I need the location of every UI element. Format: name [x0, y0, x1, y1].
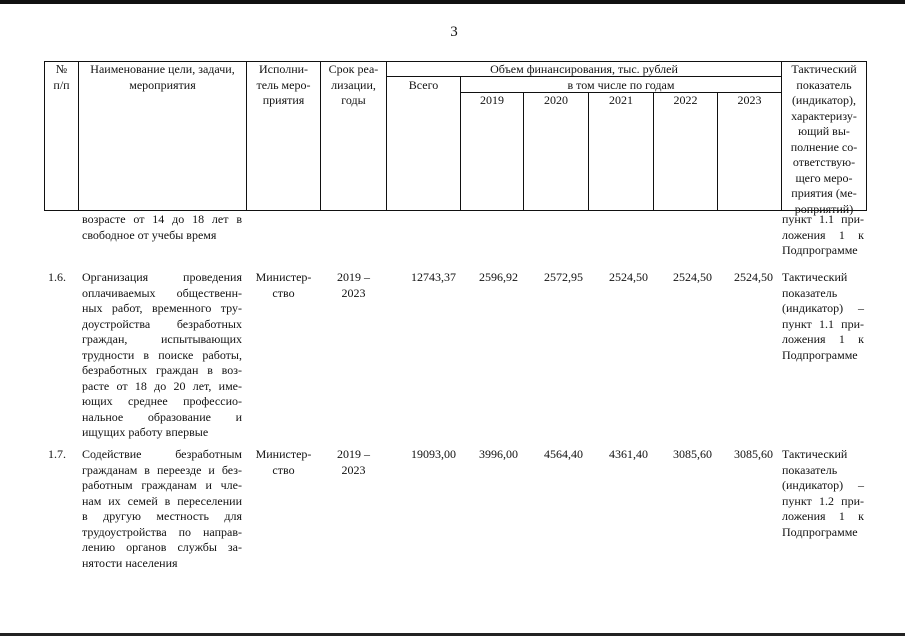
text-line: (индикатор) – — [782, 301, 864, 315]
text-line: трудоустройства по направ- — [82, 524, 242, 539]
row-value-2023: 2524,50 — [734, 270, 773, 284]
text-line: оплачиваемых общественн- — [82, 285, 242, 300]
header-year-2021: 2021 — [609, 93, 633, 107]
text-line: трудности в поиске работы, — [82, 347, 242, 362]
text-line: граждан, испытывающих — [82, 332, 242, 346]
row-name — [82, 270, 242, 441]
continuation-indicator — [782, 212, 864, 259]
text-line: пункт 1.2 при- — [782, 493, 864, 508]
header-line: тель меро- — [256, 77, 311, 92]
header-line: п/п — [53, 77, 70, 92]
row-value-2020: 2572,95 — [544, 270, 583, 284]
text-line: лению органов службы за- — [82, 540, 242, 554]
header-line: ответствую- — [792, 155, 856, 169]
header-executor — [247, 62, 320, 109]
row-value-2023: 3085,60 — [734, 447, 773, 461]
row-total: 12743,37 — [411, 270, 456, 284]
text-line: Организация проведения — [82, 270, 242, 284]
col-border — [588, 92, 589, 211]
text-line: Подпрограмме — [782, 524, 858, 539]
text-line: 2019 – — [337, 270, 370, 284]
text-line: нальное образование и — [82, 409, 242, 424]
header-line: приятия — [262, 93, 305, 107]
header-name — [79, 62, 246, 93]
row-value-2019: 3996,00 — [479, 447, 518, 461]
header-line: Наименование цели, задачи, — [90, 62, 235, 76]
text-line: показатель — [782, 285, 838, 300]
row-term — [321, 270, 386, 301]
row-indicator — [782, 270, 864, 363]
header-line: ющий вы- — [798, 124, 850, 138]
text-line: ющих среднее профессио- — [82, 394, 242, 408]
row-number: 1.7. — [48, 447, 66, 461]
continuation-name — [82, 212, 242, 243]
header-line: лизации, — [331, 77, 376, 92]
row-number: 1.6. — [48, 270, 66, 284]
row-executor — [247, 447, 320, 478]
col-border — [653, 92, 654, 211]
header-funding-title: Объем финансирования, тыс. рублей — [490, 62, 678, 76]
header-line: № — [55, 62, 68, 76]
header-year-2023: 2023 — [737, 93, 762, 107]
text-line: безработных граждан в воз- — [82, 363, 242, 377]
header-year-2019: 2019 — [480, 93, 504, 107]
row-value-2022: 3085,60 — [673, 447, 712, 461]
text-line: нятости населения — [82, 555, 178, 570]
text-line: ложения 1 к — [782, 332, 864, 346]
text-line: пункт 1.1 при- — [782, 212, 864, 226]
text-line: работным гражданам и чле- — [82, 478, 242, 492]
header-line: показатель — [796, 77, 852, 92]
header-line: щего меро- — [795, 170, 853, 185]
row-term — [321, 447, 386, 478]
row-value-2021: 4361,40 — [609, 447, 648, 461]
text-line: пункт 1.1 при- — [782, 316, 864, 331]
row-value-2019: 2596,92 — [479, 270, 518, 284]
header-bottom-border — [44, 210, 867, 211]
text-line: 2023 — [341, 462, 366, 477]
header-line: Тактический — [791, 62, 857, 76]
header-number — [45, 62, 78, 93]
text-line: нам их семей в переселении — [82, 493, 242, 508]
text-line: ложения 1 к — [782, 509, 864, 523]
text-line: в другую местность для — [82, 509, 242, 523]
text-line: Содействие безработным — [82, 447, 242, 461]
text-line: Тактический — [782, 270, 848, 284]
col-border — [717, 92, 718, 211]
row-total: 19093,00 — [411, 447, 456, 461]
header-line: Срок реа- — [328, 62, 379, 76]
text-line: 2019 – — [337, 447, 370, 461]
text-line: Подпрограмме — [782, 347, 858, 362]
header-by-years: в том числе по годам — [567, 78, 675, 92]
text-line: ных работ, временного тру- — [82, 301, 242, 315]
header-year-2022: 2022 — [673, 93, 698, 107]
text-line: ство — [272, 462, 295, 477]
text-line: Министер- — [255, 270, 312, 284]
header-term — [321, 62, 386, 109]
header-line: Исполни- — [258, 62, 309, 76]
text-line: Подпрограмме — [782, 243, 858, 257]
header-line: годы — [341, 93, 366, 107]
text-line: ство — [272, 285, 295, 300]
col-border — [866, 61, 867, 211]
text-line: Тактический — [782, 447, 848, 461]
header-line: характеризу- — [791, 108, 857, 123]
text-line: (индикатор) – — [782, 478, 864, 492]
row-value-2021: 2524,50 — [609, 270, 648, 284]
col-border — [523, 92, 524, 211]
text-line: ищущих работу впервые — [82, 425, 209, 439]
text-line: показатель — [782, 462, 838, 477]
text-line: свободное от учебы время — [82, 227, 217, 242]
text-line: доустройства безработных — [82, 316, 242, 331]
text-line: Министер- — [255, 447, 312, 461]
page-bottom-border — [0, 633, 905, 636]
header-line: (индикатор), — [791, 93, 857, 107]
header-line: роприятий) — [794, 201, 854, 216]
text-line: возрасте от 14 до 18 лет в — [82, 212, 242, 226]
row-value-2020: 4564,40 — [544, 447, 583, 461]
text-line: 2023 — [341, 285, 366, 300]
header-year-2020: 2020 — [544, 93, 568, 107]
page-top-border — [0, 0, 905, 4]
header-line: приятия (ме- — [791, 186, 857, 200]
text-line: расте от 18 до 20 лет, име- — [82, 378, 242, 393]
row-name — [82, 447, 242, 571]
row-indicator — [782, 447, 864, 540]
header-total: Всего — [408, 78, 439, 92]
page-number: 3 — [450, 24, 458, 40]
header-line: полнение со- — [790, 139, 858, 154]
header-indicator — [782, 62, 866, 217]
text-line: гражданам в переезде и без- — [82, 462, 242, 477]
header-line: мероприятия — [129, 77, 196, 92]
text-line: ложения 1 к — [782, 227, 864, 242]
row-value-2022: 2524,50 — [673, 270, 712, 284]
row-executor — [247, 270, 320, 301]
